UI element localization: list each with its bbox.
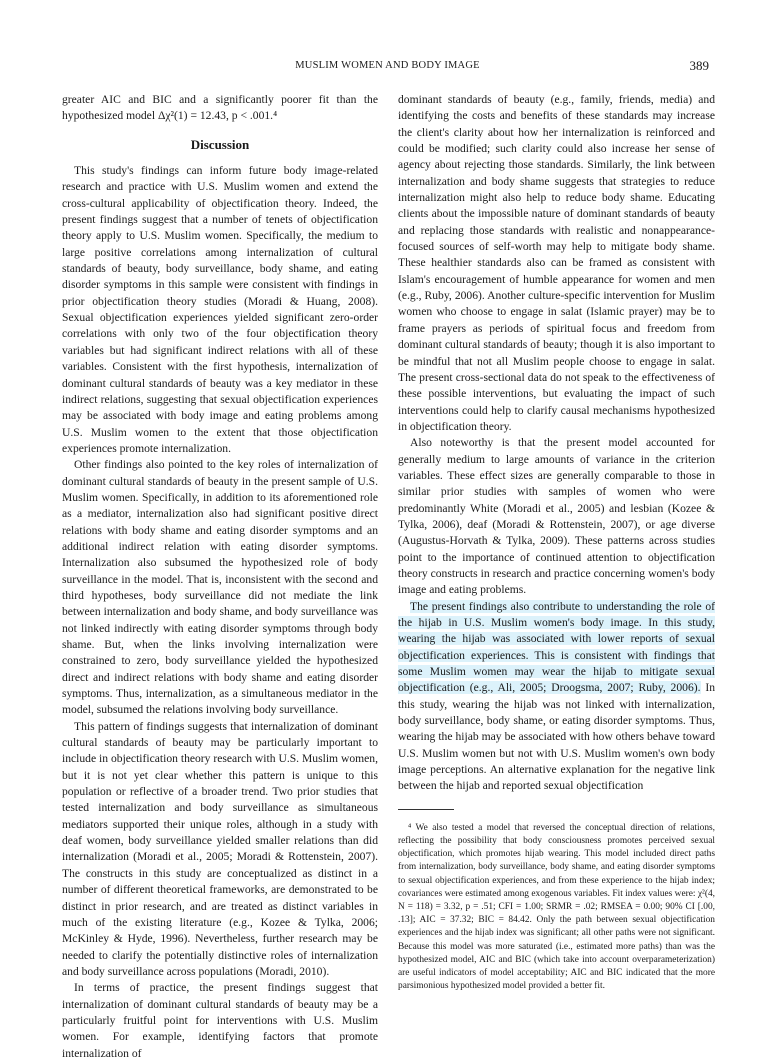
discussion-paragraph-4: In terms of practice, the present findings suggest that internalization of dominant cultural standards of beauty may be a particularly fruitful point for interventions with U.S. Muslim women. For example, identifying factors that promote internalization of [62, 981, 378, 1060]
practice-paragraph-continued: dominant standards of beauty (e.g., family, friends, media) and identifying the costs and benefits of these standards may increase the client's clarity about how her internalization is reinforced and could be modified; such clarity could also increase her sense of agency about rejecting those standards. Similarly, the link between internalization and body shame suggests that strategies to reduce internalization might also help to reduce body shame. Educating clients about the impossible nature of dominant standards of beauty and replacing those standards with realistic and nonappearance-focused sources of self-worth may help to mitigate body shame. These healthier standards also can be framed as consistent with Islam's encouragement of humble appearance for women and men (e.g., Ruby, 2006). Another culture-specific intervention for Muslim women who choose to engage in salat (Islamic prayer) may be to frame prayers as periods of spiritual focus and freedom from dominant cultural standards of beauty; though it is also important to be mindful that not all Muslim people choose to engage in salat. The present cross-sectional data do not speak to the effectiveness of these possible interventions, but evaluating the impact of such interventions could help to clarify causal mechanisms hypothesized in objectification theory. [398, 93, 715, 433]
results-continuation: greater AIC and BIC and a significantly poorer fit than the hypothesized model Δχ²(1) = 12.43, p < .001.⁴ [62, 93, 378, 123]
section-heading-discussion: Discussion [190, 136, 250, 152]
footnote-4: ⁴ We also tested a model that reversed the conceptual direction of relations, reflecting the possibility that body consciousness promotes perceived sexual objectification, which promotes hijab wearing. This model included direct paths from internalization, body surveillance, body shame, and eating disorder symptoms to sexual objectification experiences, and from these experience to the hijab index; covariances were estimated among exogenous variables. Fit index values were: χ²(4, N = 118) = 3.32, p = .51; CFI = 1.00; SRMR = .02; RMSEA = 0.00; 90% CI [.00, .13]; AIC = 37.32; BIC = 84.42. Only the path between sexual objectification experiences and the hijab index was significant; all other paths were not significant. Because this model was more saturated (i.e., estimated more paths) than was the hypothesized model, AIC and BIC (which take into account overparameterization) are useful indicators of model acceptability; AIC and BIC indicated that the more parsimonious hypothesized model provided a better fit. [398, 822, 715, 992]
discussion-paragraph-2: Other findings also pointed to the key roles of internalization of dominant cultural standards of beauty in the present sample of U.S. Muslim women. Specifically, in addition to its aforementioned role as a mediator, internalization also had significant positive direct relations with body shame and eating disorder symptoms and an additional indirect relation with eating disorder symptoms. Internalization also subsumed the hypothesized role of body surveillance in the model. That is, inconsistent with the second and third hypotheses, body surveillance did not mediate the link between internalization and body shame, and body surveillance was not linked indirectly with eating disorder symptoms through body shame. But, when the links involving internalization were constrained to zero, body surveillance yielded the hypothesized direct and indirect relations with body shame and eating disorder symptoms. Thus, internalization, as a simultaneous mediator in the model, subsumed the relations involving body surveillance. [62, 458, 378, 717]
footnote-divider [398, 809, 454, 810]
hijab-paragraph-rest: In this study, wearing the hijab was not linked with internalization, body surveillance, body shame, or eating disorder symptoms. Thus, wearing the hijab may be associated with how others behave toward U.S. Muslim women but not with U.S. Muslim women's own body image perceptions. An alternative explanation for the negative link between the hijab and reported sexual objectification [398, 681, 715, 793]
running-head: MUSLIM WOMEN AND BODY IMAGE [295, 60, 480, 71]
highlighted-text[interactable]: The present findings also contribute to understanding the role of the hijab in U.S. Muslim women's body image. In this study, wearing the hijab was associated with lower reports of sexual objectification experiences. This is consistent with findings that some Muslim women may wear the hijab to mitigate sexual objectification (e.g., Ali, 2005; Droogsma, 2007; Ruby, 2006). [398, 599, 715, 695]
page-header [0, 60, 775, 78]
variance-paragraph: Also noteworthy is that the present model accounted for generally medium to large amounts of variance in the criterion variables. These effect sizes are generally comparable to those in similar prior studies with samples of women who were predominantly White (Moradi et al., 2005) and lesbian (Kozee & Tylka, 2006), deaf (Moradi & Rottenstein, 2007), or age diverse (Augustus-Horvath & Tylka, 2009). These patterns across studies point to the importance of continued attention to objectification theory constructs in research and practice concerning women's body image and eating problems. [398, 436, 715, 597]
right-column [398, 92, 715, 993]
hijab-paragraph [398, 599, 715, 795]
discussion-paragraph-1: This study's findings can inform future body image-related research and practice with U.S. Muslim women and extend the cross-cultural applicability of objectification theory. Indeed, the present findings suggest that a number of tenets of objectification theory apply to U.S. Muslim women. Specifically, the medium to large positive correlations among internalization of cultural standards of beauty, body surveillance, body shame, and eating disorder symptoms in this sample were consistent with findings in prior objectification theory studies (Moradi & Huang, 2008). Sexual objectification experiences yielded significant zero-order correlations with only two of the four objectification theory variables but had significant indirect relations with all of these variables. Consistent with the first hypothesis, internalization of dominant cultural standards of beauty was a key mediator in these indirect relations, suggesting that sexual objectification experiences may be associated with body image and eating problems among U.S. Muslim women to the extent that those objectification experiences promote internalization. [62, 164, 378, 455]
left-column [62, 92, 378, 1062]
page-number: 389 [689, 58, 709, 73]
discussion-paragraph-3: This pattern of findings suggests that internalization of dominant cultural standards of beauty may be particularly important to include in objectification theory research with U.S. Muslim women, but it is not yet clear whether this pattern is unique to this population or reflective of a broader trend. Two prior studies that tested internalization and body surveillance as simultaneous mediators supported their unique roles, although in a study with deaf women, body surveillance yielded smaller relations than did internalization (Moradi et al., 2005; Moradi & Rottenstein, 2007). The constructs in this study are conceptualized as distinct in a number of different theoretical frameworks, are demonstrated to be distinct in prior research, and are treated as distinct variables in much of the existing literature (e.g., Kozee & Tylka, 2006; McKinley & Hyde, 1996). Nevertheless, further research may be needed to clarify the potentially distinctive roles of internalization and body surveillance across populations (Moradi, 2010). [62, 719, 378, 978]
